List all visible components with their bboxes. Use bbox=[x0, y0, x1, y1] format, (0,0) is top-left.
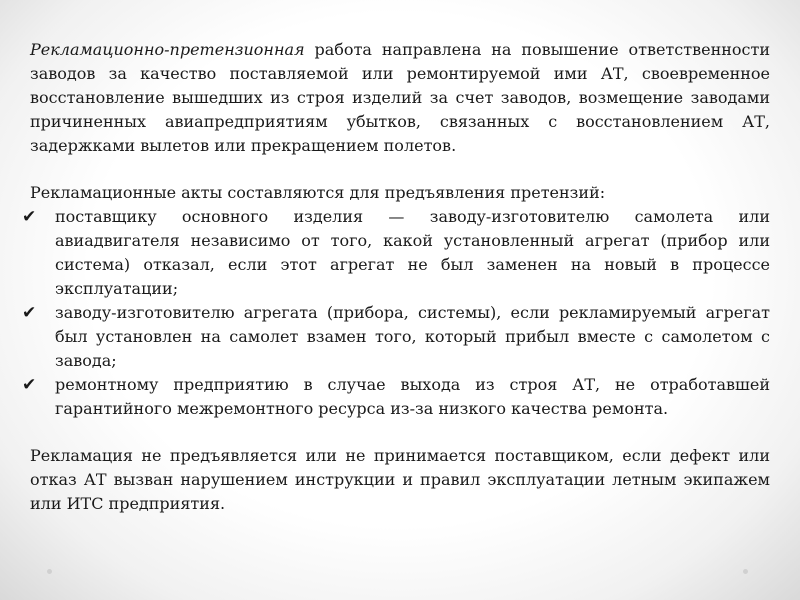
spacer bbox=[30, 158, 770, 181]
list-item bbox=[22, 205, 770, 301]
slide-content bbox=[22, 38, 770, 578]
check-mark-icon: ✔ bbox=[22, 207, 37, 227]
spacer bbox=[30, 421, 770, 444]
check-mark-icon: ✔ bbox=[22, 303, 37, 323]
conclusion-paragraph: Рекламация не предъявляется или не принимается поставщиком, если дефект или отказ АТ вызван нарушением инструкции и правил эксплуатации летным экипажем или ИТС предприятия. bbox=[30, 446, 770, 513]
list-item bbox=[22, 301, 770, 373]
decorative-dot bbox=[743, 569, 748, 574]
intro-paragraph bbox=[30, 38, 770, 158]
intro-text: работа направлена на повышение ответственности заводов за качество поставляемой или ремонтируемой ими АТ, своевременное восстановление вышедших из строя изделий за счет заводов, возмещение заводами причиненных авиапредприятиям убытков, связанных с восстановлением АТ, задержками вылетов или прекращением полетов. bbox=[30, 40, 770, 155]
check-mark-icon: ✔ bbox=[22, 375, 37, 395]
list-item bbox=[22, 373, 770, 421]
acts-heading: Рекламационные акты составляются для предъявления претензий: bbox=[30, 183, 606, 202]
list-item-text: ремонтному предприятию в случае выхода из строя АТ, не отработавшей гарантийного межремонтного ресурса из-за низкого качества ремонта. bbox=[55, 375, 770, 418]
intro-lead-term: Рекламационно-претензионная bbox=[30, 40, 305, 59]
decorative-dot bbox=[47, 569, 52, 574]
list-item-text: заводу-изготовителю агрегата (прибора, системы), если рекламируемый агрегат был установлен на самолет взамен того, который прибыл вместе с самолетом с завода; bbox=[55, 303, 770, 370]
claims-list bbox=[22, 205, 770, 421]
list-item-text: поставщику основного изделия — заводу-изготовителю самолета или авиадвигателя независимо от того, какой установленный агрегат (прибор или система) отказал, если этот агрегат не был заменен на новый в процессе эксплуатации; bbox=[55, 207, 770, 298]
